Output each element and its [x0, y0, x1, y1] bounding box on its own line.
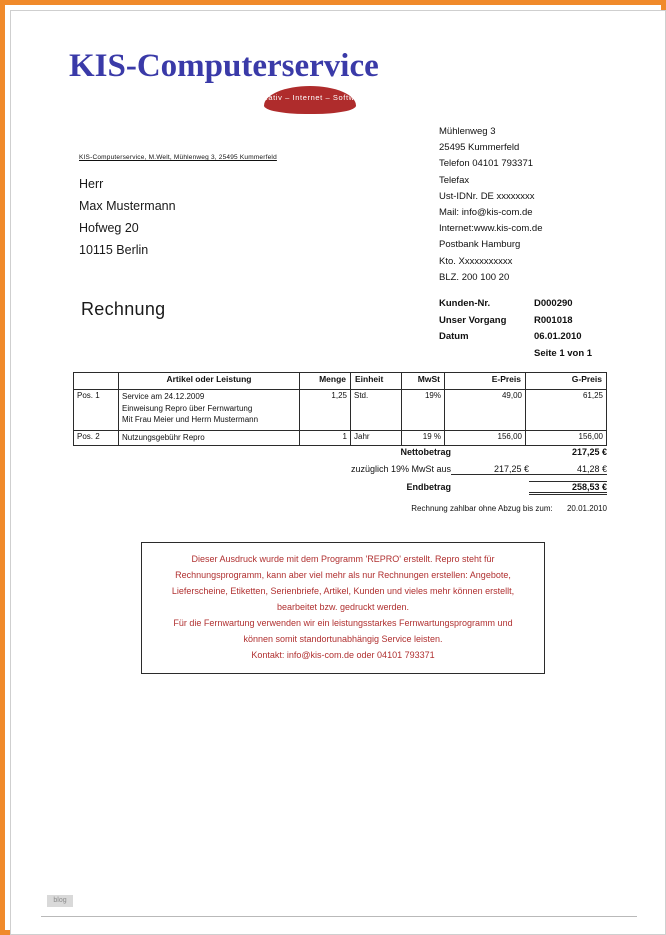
page-number: Seite 1 von 1	[534, 347, 593, 359]
company-info-line: Internet:www.kis-com.de	[439, 223, 543, 235]
total-vat-label: zuzüglich 19% MwSt aus	[350, 464, 451, 474]
infobox-line: Für die Fernwartung verwenden wir ein leistungsstarkes Fernwartungsprogramm und	[173, 618, 513, 628]
cell-mwst: 19 %	[402, 431, 445, 446]
infobox-line: Rechnungsprogramm, kann aber viel mehr als nur Rechnungen erstellen: Angebote,	[175, 570, 511, 580]
company-info-line: Postbank Hamburg	[439, 239, 521, 251]
cell-description	[119, 390, 300, 431]
cell-description	[119, 431, 300, 446]
company-info-line: Mail: info@kis-com.de	[439, 207, 533, 219]
infobox-line: Kontakt: info@kis-com.de oder 04101 793371	[251, 650, 435, 660]
cell-menge: 1	[300, 431, 351, 446]
meta-label: Unser Vorgang	[439, 314, 507, 326]
sender-address-line: KIS-Computerservice, M.Welt, Mühlenweg 3, 25495 Kummerfeld	[79, 154, 277, 161]
logo-title: KIS-Computerservice	[69, 48, 379, 84]
program-info-box	[141, 542, 545, 674]
payment-terms-label: Rechnung zahlbar ohne Abzug bis zum:	[411, 504, 553, 513]
column-header-mwst: MwSt	[402, 373, 445, 390]
recipient-salutation: Herr	[79, 177, 104, 191]
total-final-value: 258,53 €	[529, 481, 607, 495]
table-header-row	[74, 373, 607, 390]
total-net-value: 217,25 €	[571, 447, 607, 457]
payment-terms	[73, 504, 607, 513]
recipient-city: 10115 Berlin	[79, 243, 149, 257]
infobox-line: Lieferscheine, Etiketten, Serienbriefe, Artikel, Kunden und vieles mehr können erstellt,	[171, 586, 515, 596]
total-vat-row	[73, 464, 607, 481]
meta-row	[439, 329, 592, 346]
meta-value: R001018	[534, 314, 573, 326]
company-info-line: Telefax	[439, 174, 470, 186]
cell-epreis: 49,00	[445, 390, 526, 431]
logo-tagline: Kreativ – Internet – Softwareentwicklung	[254, 93, 414, 102]
total-net-row	[73, 447, 607, 464]
invoice-meta-block	[439, 296, 592, 362]
footer-divider	[41, 916, 637, 917]
company-contact-block	[439, 124, 542, 286]
description-line: Einweisung Repro über Fernwartung	[122, 403, 253, 413]
footer-watermark: blog	[47, 895, 73, 907]
payment-due-date: 20.01.2010	[566, 504, 607, 513]
company-logo	[69, 46, 419, 116]
cell-gpreis: 61,25	[526, 390, 607, 431]
total-final-label: Endbetrag	[406, 482, 451, 492]
column-header-epreis: E-Preis	[445, 373, 526, 390]
totals-block	[73, 447, 607, 513]
column-header-menge: Menge	[300, 373, 351, 390]
total-vat-base: 217,25 €	[451, 464, 529, 475]
meta-value: D000290	[534, 298, 573, 309]
recipient-address-block	[79, 173, 176, 261]
column-header-position	[74, 373, 119, 390]
total-vat-value: 41,28 €	[529, 464, 607, 475]
infobox-line: Dieser Ausdruck wurde mit dem Programm 'REPRO' erstellt. Repro steht für	[191, 554, 495, 564]
cell-einheit: Std.	[351, 390, 402, 431]
company-info-line: Kto. Xxxxxxxxxxx	[439, 255, 513, 267]
cell-einheit: Jahr	[351, 431, 402, 446]
cell-mwst: 19%	[402, 390, 445, 431]
table-row	[74, 390, 607, 431]
cell-position: Pos. 2	[74, 431, 119, 446]
meta-row	[439, 296, 592, 313]
page-title: Rechnung	[81, 299, 166, 319]
column-header-einheit: Einheit	[351, 373, 402, 390]
recipient-name: Max Mustermann	[79, 199, 176, 213]
description-line: Mit Frau Meier und Herrn Mustermann	[122, 415, 259, 424]
company-info-line: Mühlenweg 3	[439, 126, 496, 137]
company-info-line: 25495 Kummerfeld	[439, 142, 520, 154]
meta-value: 06.01.2010	[534, 331, 582, 342]
invoice-sheet	[10, 10, 666, 935]
infobox-line: bearbeitet bzw. gedruckt werden.	[276, 602, 410, 612]
description-line: Service am 24.12.2009	[122, 392, 205, 401]
company-info-line: BLZ. 200 100 20	[439, 271, 510, 283]
total-final-row	[73, 481, 607, 498]
total-net-label: Nettobetrag	[400, 447, 451, 457]
column-header-gpreis: G-Preis	[526, 373, 607, 390]
column-header-article: Artikel oder Leistung	[119, 373, 300, 390]
meta-label: Datum	[439, 331, 469, 342]
company-info-line: Ust-IDNr. DE xxxxxxxx	[439, 190, 535, 202]
line-items-table	[73, 372, 607, 446]
description-line: Nutzungsgebühr Repro	[122, 433, 205, 442]
infobox-line: können somit standortunabhängig Service leisten.	[243, 634, 443, 644]
company-info-line: Telefon 04101 793371	[439, 158, 534, 170]
cell-menge: 1,25	[300, 390, 351, 431]
table-row	[74, 431, 607, 446]
cell-epreis: 156,00	[445, 431, 526, 446]
meta-label: Kunden-Nr.	[439, 298, 491, 309]
cell-gpreis: 156,00	[526, 431, 607, 446]
meta-row	[439, 313, 592, 330]
cell-position: Pos. 1	[74, 390, 119, 431]
recipient-street: Hofweg 20	[79, 221, 139, 235]
